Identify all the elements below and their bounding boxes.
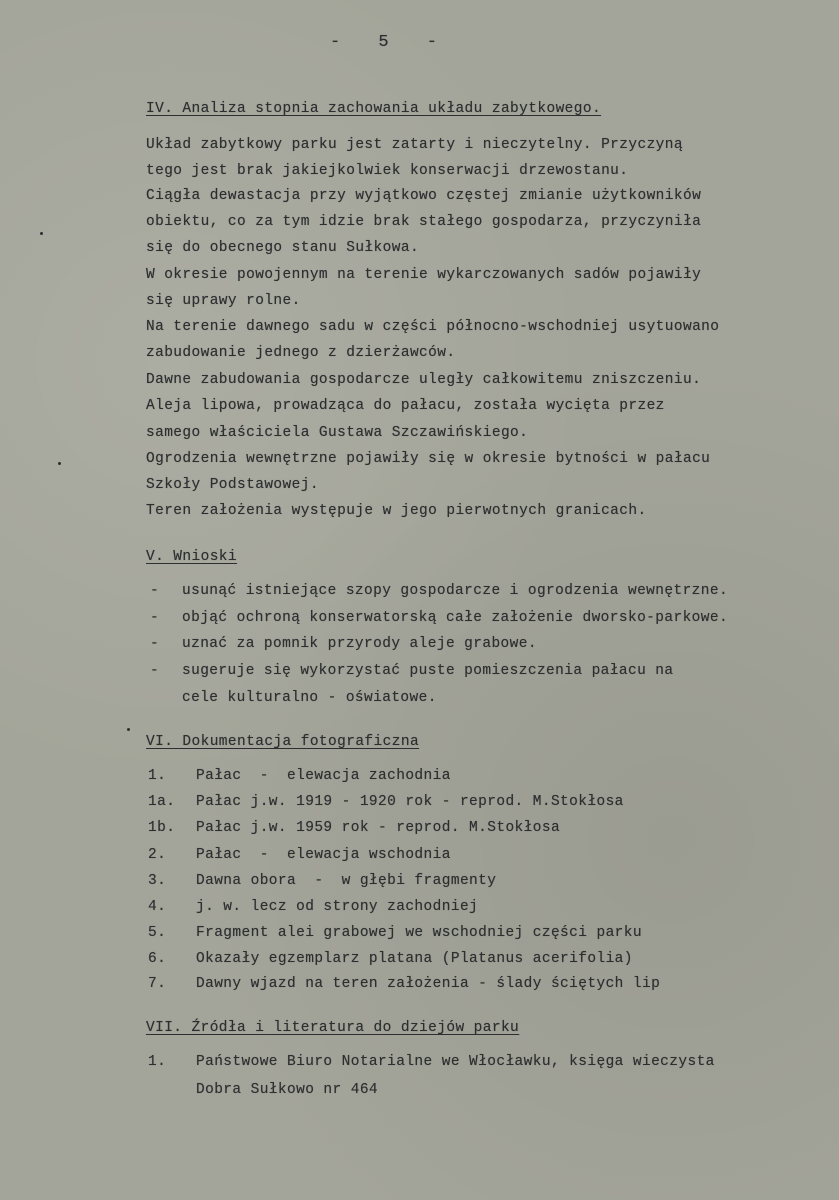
paper-speck xyxy=(58,462,61,465)
conclusion-text: uznać za pomnik przyrody aleje grabowe. xyxy=(182,636,537,652)
section-4-heading: IV. Analiza stopnia zachowania układu zabytkowego. xyxy=(146,101,602,117)
photo-caption: Pałac - elewacja zachodnia xyxy=(196,768,451,784)
photo-number: 6. xyxy=(148,951,167,967)
section-4-line: tego jest brak jakiejkolwiek konserwacji drzewostanu. xyxy=(146,163,629,179)
section-4-line: Układ zabytkowy parku jest zatarty i nieczytelny. Przyczyną xyxy=(146,137,683,153)
section-4-line: zabudowanie jednego z dzierżawców. xyxy=(146,345,456,361)
section-4-line: Na terenie dawnego sadu w części północno-wschodniej usytuowano xyxy=(146,319,720,335)
section-4-line: samego właściciela Gustawa Szczawińskiego. xyxy=(146,425,529,441)
section-4-line: Teren założenia występuje w jego pierwotnych granicach. xyxy=(146,503,647,519)
section-4-line: Ogrodzenia wewnętrzne pojawiły się w okresie bytności w pałacu xyxy=(146,451,711,467)
conclusion-bullet: - xyxy=(150,663,160,679)
conclusion-text: objąć ochroną konserwatorską całe założenie dworsko-parkowe. xyxy=(182,610,729,626)
source-number: 1. xyxy=(148,1054,167,1070)
photo-number: 1a. xyxy=(148,794,176,810)
conclusion-continuation: cele kulturalno - oświatowe. xyxy=(182,690,437,706)
section-5-heading: V. Wnioski xyxy=(146,549,238,565)
conclusion-bullet: - xyxy=(150,583,160,599)
section-4-line: Dawne zabudowania gospodarcze uległy całkowitemu zniszczeniu. xyxy=(146,372,702,388)
paper-speck xyxy=(40,232,43,235)
source-continuation: Dobra Sułkowo nr 464 xyxy=(196,1082,379,1098)
section-4-line: obiektu, co za tym idzie brak stałego gospodarza, przyczyniła xyxy=(146,214,702,230)
photo-caption: Okazały egzemplarz platana (Platanus acerifolia) xyxy=(196,951,633,967)
section-4-line: się do obecnego stanu Sułkowa. xyxy=(146,240,420,256)
photo-caption: j. w. lecz od strony zachodniej xyxy=(196,899,479,915)
page-number: - 5 - xyxy=(330,33,452,52)
section-4-line: Aleja lipowa, prowadząca do pałacu, została wycięta przez xyxy=(146,398,665,414)
section-6-heading: VI. Dokumentacja fotograficzna xyxy=(146,734,420,750)
photo-number: 3. xyxy=(148,873,167,889)
conclusion-text: usunąć istniejące szopy gospodarcze i ogrodzenia wewnętrzne. xyxy=(182,583,729,599)
photo-caption: Dawny wjazd na teren założenia - ślady ściętych lip xyxy=(196,976,661,992)
photo-number: 1b. xyxy=(148,820,176,836)
section-4-line: W okresie powojennym na terenie wykarczowanych sadów pojawiły xyxy=(146,267,702,283)
source-text: Państwowe Biuro Notarialne we Włocławku, księga wieczysta xyxy=(196,1054,715,1070)
photo-number: 5. xyxy=(148,925,167,941)
conclusion-bullet: - xyxy=(150,610,160,626)
photo-caption: Fragment alei grabowej we wschodniej części parku xyxy=(196,925,642,941)
conclusion-text: sugeruje się wykorzystać puste pomieszczenia pałacu na xyxy=(182,663,674,679)
conclusion-bullet: - xyxy=(150,636,160,652)
photo-caption: Pałac - elewacja wschodnia xyxy=(196,847,451,863)
section-4-line: Szkoły Podstawowej. xyxy=(146,477,319,493)
photo-caption: Pałac j.w. 1959 rok - reprod. M.Stokłosa xyxy=(196,820,561,836)
section-4-line: się uprawy rolne. xyxy=(146,293,301,309)
section-7-heading: VII. Źródła i literatura do dziejów parku xyxy=(146,1020,520,1036)
photo-number: 2. xyxy=(148,847,167,863)
photo-number: 4. xyxy=(148,899,167,915)
photo-number: 7. xyxy=(148,976,167,992)
paper-speck xyxy=(127,728,130,731)
photo-caption: Dawna obora - w głębi fragmenty xyxy=(196,873,497,889)
photo-caption: Pałac j.w. 1919 - 1920 rok - reprod. M.Stokłosa xyxy=(196,794,624,810)
section-4-line: Ciągła dewastacja przy wyjątkowo częstej zmianie użytkowników xyxy=(146,188,702,204)
photo-number: 1. xyxy=(148,768,167,784)
